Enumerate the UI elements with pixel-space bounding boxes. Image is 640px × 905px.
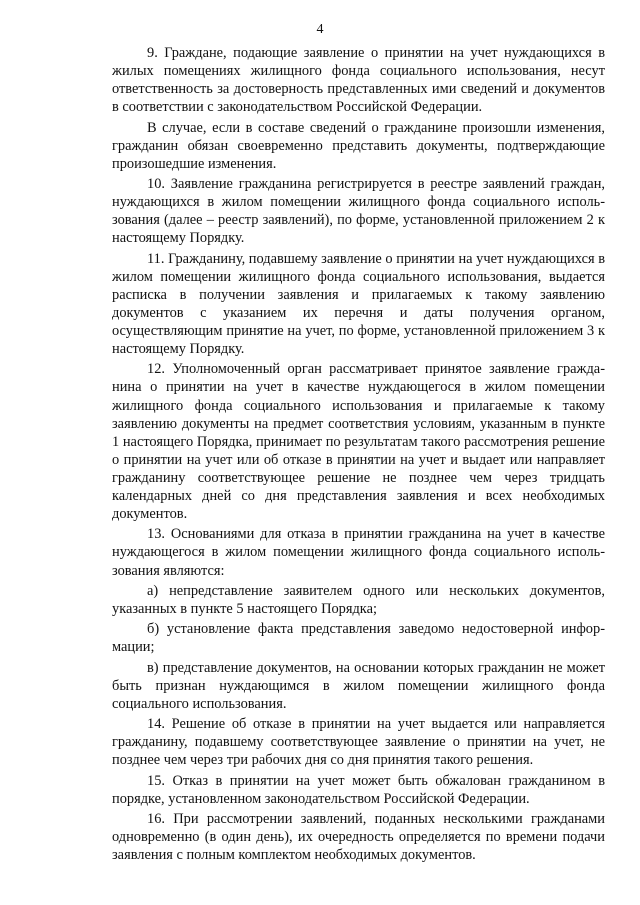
- paragraph-10: 10. Заявление гражданина регистрируется в реестре заявлений граждан, нуждающихся в жилом помещении жилищного фонда социального использования (далее – реестр заявлений), по форме, установленной приложением 2 к настоящему Порядку.: [112, 176, 605, 247]
- paragraph-14: 14. Решение об отказе в принятии на учет выдается или направляется гражданину, подавшему соответствующее заявление о принятии на учет, не позднее чем через три рабочих дня со дня принятия такого решения.: [112, 716, 605, 769]
- paragraph-9: 9. Граждане, подающие заявление о принятии на учет нуждающихся в жилых помещениях жилищного фонда социального использования, несут ответственность за достоверность представленных ими сведений и документов в соответствии с законодательством Российской Федерации.: [112, 45, 605, 116]
- paragraph-12: 12. Уполномоченный орган рассматривает принятое заявление гражданина о принятии на учет в качестве нуждающегося в жилом помещении жилищного фонда социального использования и прилагаемые к такому заявлению документы на предмет соответствия условиям, указанным в пункте 1 настоящего Порядка, принимает по результатам такого рассмотрения решение о принятии на учет или об отказе в принятии на учет и выдает или направляет гражданину соответствующее решение не позднее чем через тридцать календарных дней со дня представления заявления и всех необходимых документов.: [112, 361, 605, 523]
- paragraph-16: 16. При рассмотрении заявлений, поданных несколькими гражданами одновременно (в один день), их очередность определяется по времени подачи заявления с полным комплектом необходимых документов.: [112, 810, 605, 864]
- paragraph-9-continuation: В случае, если в составе сведений о гражданине произошли изменения, гражданин обязан своевременно представить документы, подтверждающие произошедшие изменения.: [112, 119, 605, 172]
- paragraph-13-item-b: б) установление факта представления заведомо недостоверной информации;: [112, 621, 605, 656]
- document-body: [112, 44, 605, 864]
- paragraph-13-item-a: а) непредставление заявителем одного или нескольких документов, указанных в пункте 5 настоящего Порядка;: [112, 582, 605, 617]
- paragraph-11: 11. Гражданину, подавшему заявление о принятии на учет нуждающихся в жилом помещении жилищного фонда социального использования, выдается расписка в получении заявления и прилагаемых к такому заявлению документов с указанием их перечня и даты получения органом, осуществляющим принятие на учет, по форме, установленной приложением 3 к настоящему Порядку.: [112, 250, 605, 358]
- paragraph-13: 13. Основаниями для отказа в принятии гражданина на учет в качестве нуждающегося в жилом помещении жилищного фонда социального использования являются:: [112, 526, 605, 579]
- page-number: 4: [316, 22, 324, 37]
- paragraph-15: 15. Отказ в принятии на учет может быть обжалован гражданином в порядке, установленном законодательством Российской Федерации.: [112, 772, 605, 807]
- paragraph-13-item-c: в) представление документов, на основании которых гражданин не может быть признан нуждающимся в жилом помещении жилищного фонда социального использования.: [112, 659, 605, 712]
